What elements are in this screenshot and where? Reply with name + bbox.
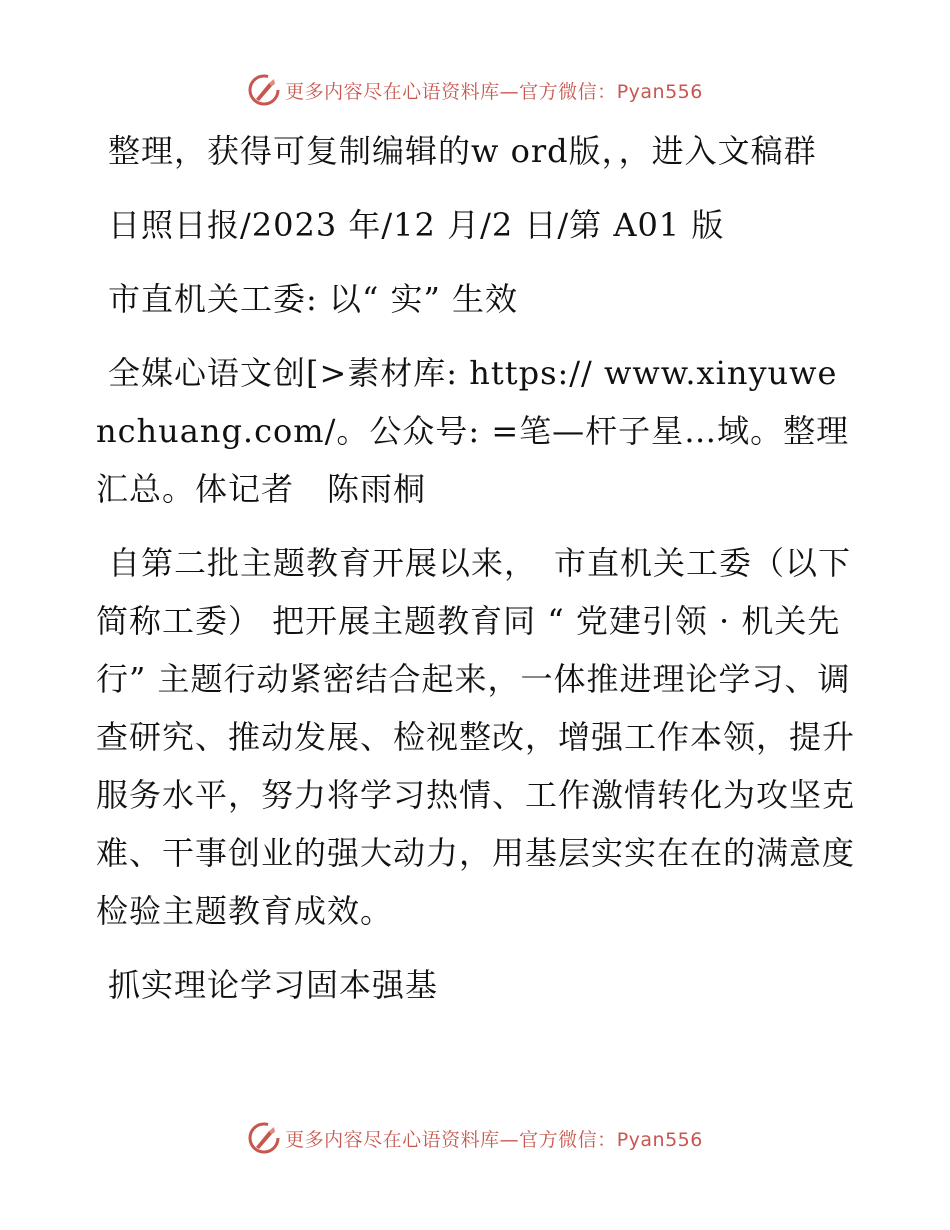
banner-wechat-id: Pyan556 — [616, 80, 703, 103]
headline: 市直机关工委: 以“ 实” 生效 — [108, 280, 519, 318]
quill-pen-logo-icon — [247, 73, 281, 107]
quill-pen-logo-icon — [247, 1121, 281, 1155]
footer-banner-wechat-id: Pyan556 — [616, 1128, 703, 1151]
banner-text — [285, 77, 703, 104]
footer-banner-text — [285, 1125, 703, 1152]
footer-banner-wechat-label: 官方微信： — [519, 1128, 617, 1151]
intro-paragraph: 整理，获得可复制编辑的w ord版，，进入文稿群 — [108, 132, 817, 170]
document-body — [96, 122, 856, 1030]
byline: 日照日报/2023 年/12 月/2 日/第 A01 版 — [108, 206, 725, 244]
banner-wechat-label: 官方微信： — [519, 80, 617, 103]
subheading: 抓实理论学习固本强基 — [108, 966, 439, 1004]
footer-banner-main-text: 更多内容尽在心语资料库 — [285, 1128, 500, 1151]
banner-separator: — — [499, 80, 520, 103]
body-paragraph: 自第二批主题教育开展以来， 市直机关工委（以下简称工委） 把开展主题教育同 “ 党建引领 · 机关先行” 主题行动紧密结合起来，一体推进理论学习、调查研究、推动发展、检视整改，增强工作本领，提升服务水平，努力将学习热情、工作激情转化为攻坚克难、干事创业的强大动力，用基层实实在在的满意度检验主题教育成效。 — [96, 544, 856, 930]
footer-banner-separator: — — [499, 1128, 520, 1151]
source-paragraph: 全媒心语文创[>素材库: https:// www.xinyuwenchuang.com/。公众号: =笔—杆子星…域。整理汇总。体记者 陈雨桐 — [96, 354, 850, 508]
footer-banner — [0, 1118, 950, 1158]
header-banner — [0, 70, 950, 110]
banner-main-text: 更多内容尽在心语资料库 — [285, 80, 500, 103]
